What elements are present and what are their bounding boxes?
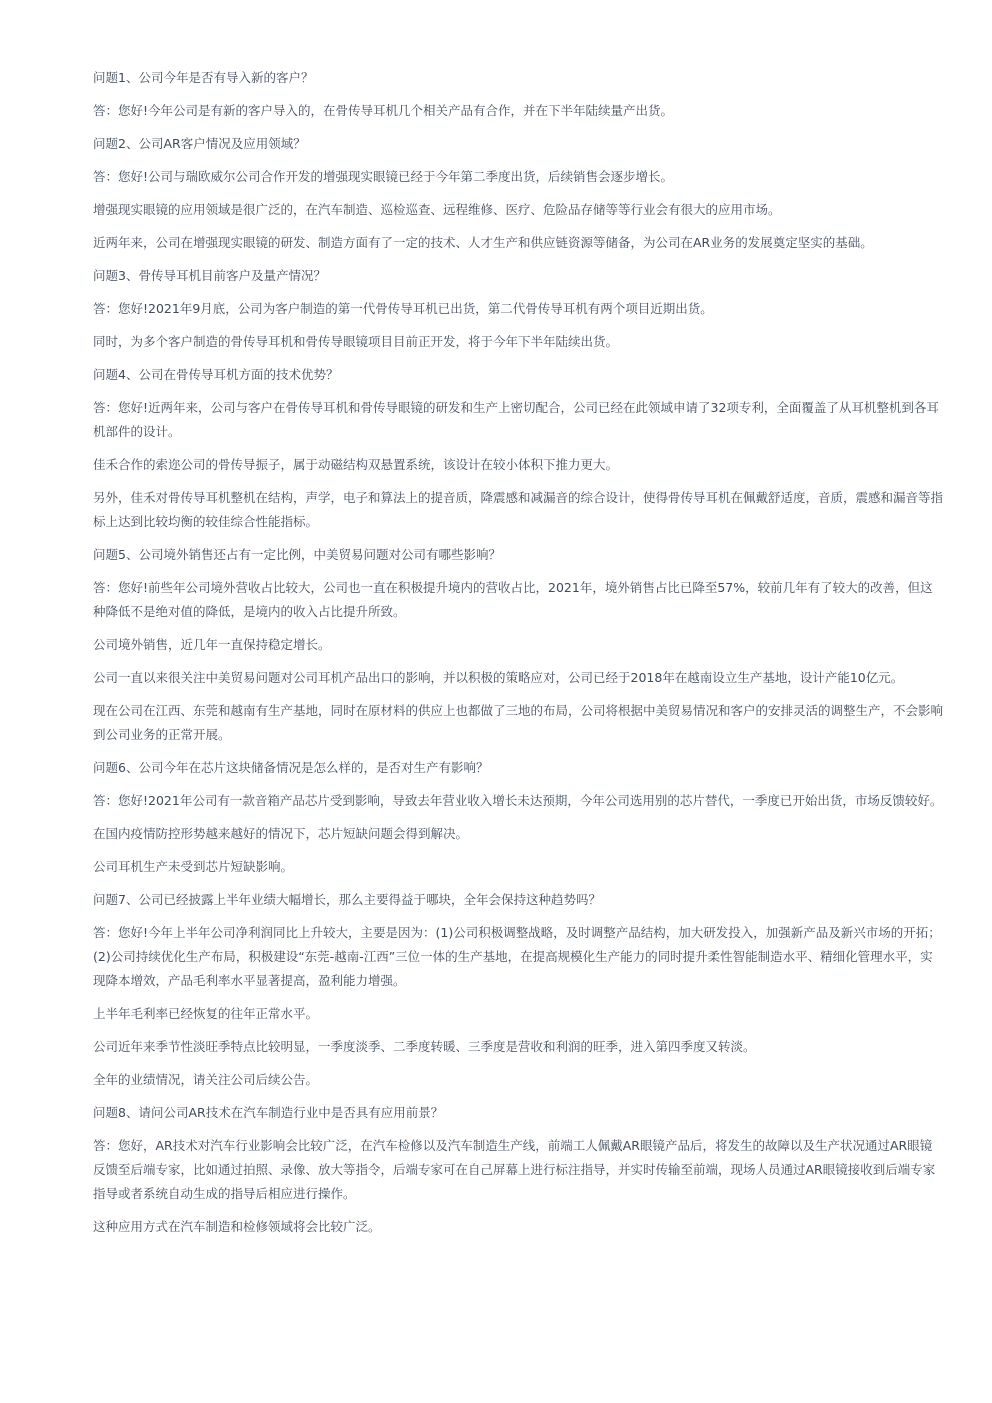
question-3: 问题3、骨传导耳机目前客户及量产情况？ [93,268,326,283]
answer-paragraph: 答：您好，AR技术对汽车行业影响会比较广泛，在汽车检修以及汽车制造生产线，前端工人佩戴AR眼镜产品后，将发生的故障以及生产状况通过AR眼镜反馈至后端专家，比如通过拍照、录像、放大等指令，后端专家可在自己屏幕上进行标注指导，并实时传输至前端，现场人员通过AR眼镜接收到后端专家指导或者系统自动生成的指导后相应进行操作。 [93,1138,936,1201]
answer-paragraph: 另外，佳禾对骨传导耳机整机在结构，声学，电子和算法上的提音质，降震感和减漏音的综合设计，使得骨传导耳机在佩戴舒适度，音质，震感和漏音等指标上达到比较均衡的较佳综合性能指标。 [93,490,944,529]
answer-paragraph: 上半年毛利率已经恢复的往年正常水平。 [93,1006,319,1021]
answer-paragraph: 答：您好!今年上半年公司净利润同比上升较大，主要是因为：(1)公司积极调整战略，及时调整产品结构，加大研发投入，加强新产品及新兴市场的开拓；(2)公司持续优化生产布局，积极建设“东莞-越南-江西”三位一体的生产基地，在提高规模化生产能力的同时提升柔性智能制造水平、精细化管理水平，实现降本增效，产品毛利率水平显著提高，盈利能力增强。 [93,925,941,988]
answer-paragraph: 答：您好!近两年来，公司与客户在骨传导耳机和骨传导眼镜的研发和生产上密切配合，公司已经在此领域申请了32项专利，全面覆盖了从耳机整机到各耳机部件的设计。 [93,400,939,439]
answer-paragraph: 这种应用方式在汽车制造和检修领域将会比较广泛。 [93,1219,381,1234]
question-1: 问题1、公司今年是否有导入新的客户？ [93,70,314,85]
answer-paragraph: 增强现实眼镜的应用领域是很广泛的，在汽车制造、巡检巡查、远程维修、医疗、危险品存储等等行业会有很大的应用市场。 [93,202,781,217]
answer-paragraph: 答：您好!2021年公司有一款音箱产品芯片受到影响，导致去年营业收入增长未达预期，今年公司选用别的芯片替代，一季度已开始出货，市场反馈较好。 [93,793,943,808]
answer-paragraph: 公司境外销售，近几年一直保持稳定增长。 [93,637,331,652]
answer-paragraph: 同时，为多个客户制造的骨传导耳机和骨传导眼镜项目目前正开发，将于今年下半年陆续出货。 [93,334,619,349]
answer-paragraph: 答：您好!前些年公司境外营收占比较大，公司也一直在积极提升境内的营收占比，2021年，境外销售占比已降至57%，较前几年有了较大的改善，但这种降低不是绝对值的降低，是境内的收入占比提升所致。 [93,580,933,619]
answer-paragraph: 答：您好!今年公司是有新的客户导入的，在骨传导耳机几个相关产品有合作，并在下半年陆续量产出货。 [93,103,674,118]
answer-paragraph: 公司耳机生产未受到芯片短缺影响。 [93,859,294,874]
document-body [93,66,943,1248]
answer-paragraph: 近两年来，公司在增强现实眼镜的研发、制造方面有了一定的技术、人才生产和供应链资源等储备，为公司在AR业务的发展奠定坚实的基础。 [93,235,873,250]
question-4: 问题4、公司在骨传导耳机方面的技术优势？ [93,367,339,382]
answer-paragraph: 公司一直以来很关注中美贸易问题对公司耳机产品出口的影响，并以积极的策略应对，公司已经于2018年在越南设立生产基地，设计产能10亿元。 [93,670,904,685]
answer-paragraph: 在国内疫情防控形势越来越好的情况下，芯片短缺问题会得到解决。 [93,826,469,841]
question-8: 问题8、请问公司AR技术在汽车制造行业中是否具有应用前景？ [93,1105,444,1120]
question-6: 问题6、公司今年在芯片这块储备情况是怎么样的，是否对生产有影响？ [93,760,489,775]
answer-paragraph: 全年的业绩情况，请关注公司后续公告。 [93,1072,319,1087]
answer-paragraph: 公司近年来季节性淡旺季特点比较明显，一季度淡季、二季度转暖、三季度是营收和利润的旺季，进入第四季度又转淡。 [93,1039,756,1054]
question-2: 问题2、公司AR客户情况及应用领域？ [93,136,306,151]
answer-paragraph: 现在公司在江西、东莞和越南有生产基地，同时在原材料的供应上也都做了三地的布局，公司将根据中美贸易情况和客户的安排灵活的调整生产，不会影响到公司业务的正常开展。 [93,703,944,742]
answer-paragraph: 答：您好!2021年9月底，公司为客户制造的第一代骨传导耳机已出货，第二代骨传导耳机有两个项目近期出货。 [93,301,713,316]
question-7: 问题7、公司已经披露上半年业绩大幅增长，那么主要得益于哪块，全年会保持这种趋势吗？ [93,892,601,907]
answer-paragraph: 佳禾合作的索迩公司的骨传导振子，属于动磁结构双悬置系统，该设计在较小体积下推力更大。 [93,457,619,472]
answer-paragraph: 答：您好!公司与瑞欧威尔公司合作开发的增强现实眼镜已经于今年第二季度出货，后续销售会逐步增长。 [93,169,674,184]
question-5: 问题5、公司境外销售还占有一定比例，中美贸易问题对公司有哪些影响？ [93,547,501,562]
